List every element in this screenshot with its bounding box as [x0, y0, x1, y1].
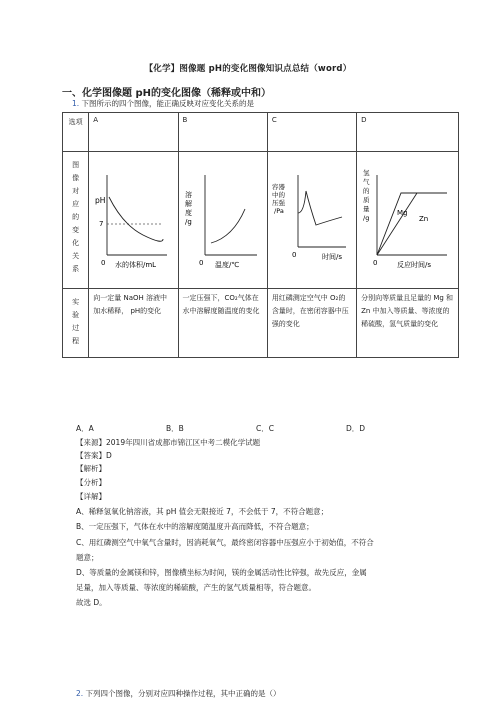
col-header-b: B	[178, 113, 267, 152]
origin-label: 0	[373, 259, 378, 267]
section-heading: 一、化学图像题 pH的变化图像（稀释或中和）	[62, 88, 272, 99]
pressure-curve	[298, 191, 342, 225]
option-a[interactable]: A．A	[76, 424, 94, 433]
experiment-a: 向一定量 NaOH 溶液中加水稀释， pH的变化	[89, 289, 178, 358]
solubility-curve	[211, 209, 245, 243]
experiment-d: 分别向等质量且足量的 Mg 和 Zn 中加入等质量、等浓度的稀硫酸，氢气质量的变化	[357, 289, 459, 358]
origin-label: 0	[291, 251, 297, 259]
graph-c-svg	[272, 155, 348, 275]
option-c[interactable]: C．C	[256, 424, 274, 433]
analysis-b: B、一定压强下，气体在水中的溶解度随温度升高而降低，不符合题意；	[76, 522, 314, 531]
graph-a	[89, 152, 178, 289]
ph-curve	[109, 197, 163, 241]
origin-label: 0	[198, 259, 203, 267]
question-2	[76, 688, 281, 699]
analysis-d2: 足量，加入等质量、等浓度的稀硫酸，产生的氢气质量相等，符合题意。	[76, 583, 316, 592]
question-1	[72, 98, 254, 109]
experiment-b: 一定压强下，CO₂气体在水中溶解度随温度的变化	[178, 289, 267, 358]
question-number: 1.	[72, 99, 80, 108]
x-axis-label: 反应时间/s	[397, 261, 432, 269]
series-zn-label: Zn	[419, 215, 429, 223]
options-table	[62, 112, 459, 358]
col-header-c: C	[267, 113, 356, 152]
y-axis-label: 溶解度/g	[184, 191, 192, 226]
question-number: 2.	[76, 689, 84, 698]
analysis-d1: D、等质量的金属镁和锌，图像横坐标为时间，镁的金属活动性比锌强，故先反应，金属	[76, 568, 367, 577]
y-axis-label: 容器中的压强/Pa	[271, 183, 285, 215]
origin-label: 0	[101, 259, 106, 267]
y-axis-label: 氢气的质量/g	[363, 169, 370, 222]
series-mg-label: Mg	[397, 209, 408, 217]
mg-line	[377, 193, 447, 255]
question-text: 下列四个图像，分别对应四种操作过程，其中正确的是（）	[85, 689, 281, 698]
jiexi-line: 【解析】	[76, 464, 106, 473]
analysis-c2: 题意；	[76, 553, 99, 562]
option-d[interactable]: D．D	[346, 424, 366, 433]
experiment-c: 用红磷测定空气中 O₂的含量时，在密闭容器中压强的变化	[267, 289, 356, 358]
analysis-a: A、稀释氢氧化钠溶液，其 pH 值会无限接近 7，不会低于 7，不符合题意；	[76, 507, 329, 516]
answer-options	[76, 423, 436, 434]
graph-b-svg	[183, 155, 259, 275]
graph-c	[267, 152, 356, 289]
graph-a-svg	[93, 155, 169, 275]
x-axis-label: 时间/s	[321, 253, 342, 261]
document-title: 【化学】图像题 pH的变化图像知识点总结（word）	[144, 64, 352, 74]
reference-label: 7	[99, 220, 104, 228]
fenxi-line: 【分析】	[76, 478, 106, 487]
conclusion-line: 故选 D。	[76, 598, 107, 607]
question-text: 下图所示的四个图像，能正确反映对应变化关系的是	[81, 99, 255, 108]
answer-line: 【答案】D	[76, 451, 112, 460]
graph-d	[357, 152, 459, 289]
col-header-a: A	[89, 113, 178, 152]
header-label: 选项	[63, 113, 89, 152]
graph-d-svg	[361, 155, 449, 275]
row-label-graph: 图像对应的变化关系	[63, 152, 89, 289]
option-b[interactable]: B．B	[166, 424, 184, 433]
source-line: 【来源】2019年四川省成都市锦江区中考二模化学试题	[76, 438, 261, 447]
row-label-experiment: 实验过程	[63, 289, 89, 358]
col-header-d: D	[357, 113, 459, 152]
analysis-c1: C、用红磷测空气中氧气含量时，因消耗氧气，最终密闭容器中压强应小于初始值，不符合	[76, 538, 374, 547]
graph-b	[178, 152, 267, 289]
xiangjie-line: 【详解】	[76, 492, 106, 501]
x-axis-label: 温度/℃	[214, 261, 239, 269]
y-axis-label: pH	[95, 196, 106, 205]
x-axis-label: 水的体积/mL	[115, 261, 157, 269]
